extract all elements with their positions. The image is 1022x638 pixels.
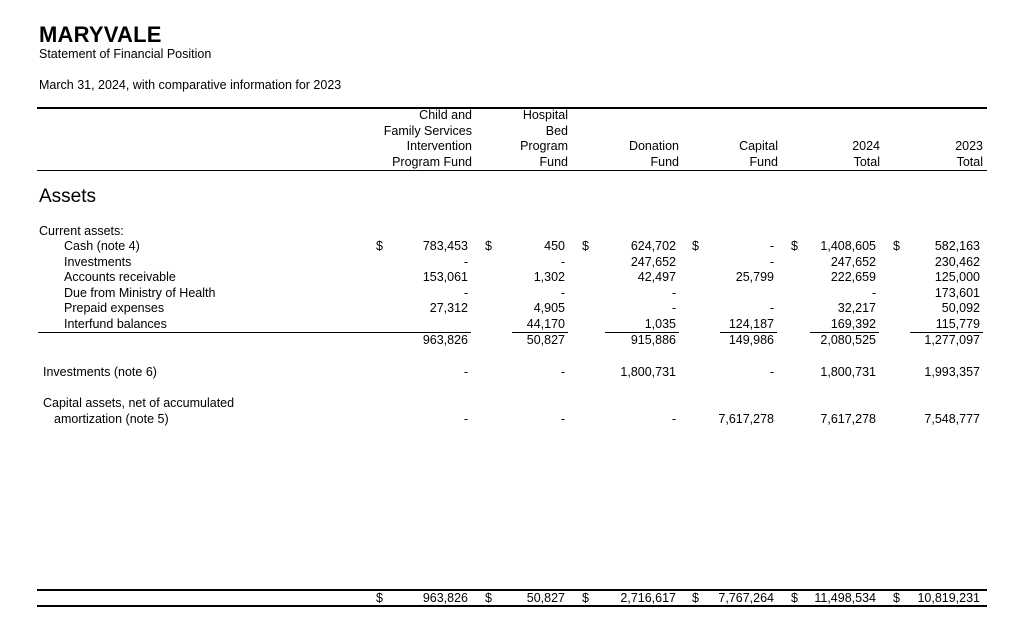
amount-cell: 4,905 — [533, 301, 565, 315]
amount-cell: 124,187 — [728, 317, 774, 331]
total-rule-top — [37, 589, 987, 591]
section-assets-heading: Assets — [39, 186, 97, 207]
amount-cell: 153,061 — [422, 270, 468, 284]
amount-cell: 450 — [544, 239, 565, 253]
amount-cell: 125,000 — [934, 270, 980, 284]
amount-cell: 44,170 — [526, 317, 565, 331]
amount-cell: 2,716,617 — [620, 591, 676, 605]
column-header-line: Fund — [750, 155, 779, 172]
amount-cell: 582,163 — [934, 239, 980, 253]
amount-cell: - — [769, 255, 774, 269]
amount-cell: - — [560, 286, 565, 300]
column-header — [790, 139, 880, 171]
currency-symbol: $ — [893, 239, 900, 253]
amount-cell: 222,659 — [830, 270, 876, 284]
current-assets-label: Current assets: — [39, 224, 124, 238]
amount-cell: 50,827 — [526, 591, 565, 605]
column-header — [893, 139, 983, 171]
column-header-line: 2023 — [955, 139, 983, 153]
amount-cell: 27,312 — [429, 301, 468, 315]
amount-cell: 1,993,357 — [924, 365, 980, 379]
amount-cell: 169,392 — [830, 317, 876, 331]
column-header-line: Fund — [540, 155, 569, 172]
amount-cell: 783,453 — [422, 239, 468, 253]
amount-cell: 7,617,278 — [820, 412, 876, 426]
amount-cell: 1,035 — [644, 317, 676, 331]
column-header-line: Capital — [739, 139, 778, 153]
amount-cell: 7,617,278 — [718, 412, 774, 426]
column-header-line: Total — [957, 155, 983, 172]
amount-cell: - — [871, 286, 876, 300]
row-label: Investments — [64, 255, 132, 269]
amount-cell: 915,886 — [630, 333, 676, 347]
amount-cell: 1,302 — [533, 270, 565, 284]
amount-cell: 963,826 — [422, 591, 468, 605]
column-header-line: 2024 — [852, 139, 880, 153]
amount-cell: 10,819,231 — [917, 591, 980, 605]
currency-symbol: $ — [893, 591, 900, 605]
column-header — [589, 139, 679, 171]
amount-cell: 1,408,605 — [820, 239, 876, 253]
column-header — [352, 108, 472, 171]
header-bottom-rule — [37, 170, 987, 171]
column-header — [688, 139, 778, 171]
column-header-line: Hospital — [522, 108, 568, 122]
amount-cell: - — [671, 286, 676, 300]
row-label: Interfund balances — [64, 317, 167, 331]
currency-symbol: $ — [791, 591, 798, 605]
amount-cell: 963,826 — [422, 333, 468, 347]
currency-symbol: $ — [582, 591, 589, 605]
column-header-line: Program — [520, 139, 568, 153]
amount-cell: - — [560, 365, 565, 379]
amount-cell: - — [769, 365, 774, 379]
amount-cell: - — [671, 301, 676, 315]
row-label: amortization (note 5) — [54, 412, 169, 426]
amount-cell: - — [463, 412, 468, 426]
amount-cell: 25,799 — [735, 270, 774, 284]
amount-cell: 32,217 — [837, 301, 876, 315]
column-header-line: Fund — [651, 155, 680, 172]
currency-symbol: $ — [692, 591, 699, 605]
column-header-line: Bed — [545, 123, 568, 138]
row-label: Investments (note 6) — [43, 365, 157, 379]
company-name: MARYVALE — [39, 22, 162, 47]
amount-cell: - — [671, 412, 676, 426]
amount-cell: 149,986 — [728, 333, 774, 347]
amount-cell: - — [463, 286, 468, 300]
amount-cell: 7,767,264 — [718, 591, 774, 605]
column-header-line: Total — [854, 155, 880, 172]
amount-cell: 2,080,525 — [820, 333, 876, 347]
row-label: Cash (note 4) — [64, 239, 140, 253]
currency-symbol: $ — [376, 239, 383, 253]
statement-date: March 31, 2024, with comparative information for 2023 — [39, 78, 342, 92]
amount-cell: 7,548,777 — [924, 412, 980, 426]
amount-cell: 230,462 — [934, 255, 980, 269]
column-header-line: Intervention — [406, 139, 472, 153]
amount-cell: - — [769, 301, 774, 315]
currency-symbol: $ — [485, 591, 492, 605]
total-rule-bottom — [37, 605, 987, 607]
amount-cell: - — [769, 239, 774, 253]
amount-cell: - — [463, 365, 468, 379]
amount-cell: 1,277,097 — [924, 333, 980, 347]
column-header-line: Donation — [628, 139, 679, 153]
column-header — [478, 108, 568, 171]
amount-cell: 50,827 — [526, 333, 565, 347]
amount-cell: 50,092 — [941, 301, 980, 315]
amount-cell: 11,498,534 — [814, 591, 876, 605]
amount-cell: 1,800,731 — [820, 365, 876, 379]
amount-cell: 42,497 — [637, 270, 676, 284]
amount-cell: - — [560, 412, 565, 426]
row-label: Capital assets, net of accumulated — [43, 396, 235, 410]
amount-cell: 115,779 — [935, 317, 980, 331]
currency-symbol: $ — [376, 591, 383, 605]
amount-cell: - — [463, 255, 468, 269]
amount-cell: - — [560, 255, 565, 269]
currency-symbol: $ — [582, 239, 589, 253]
amount-cell: 1,800,731 — [620, 365, 676, 379]
column-header-line: Family Services — [383, 123, 472, 138]
currency-symbol: $ — [692, 239, 699, 253]
amount-cell: 247,652 — [830, 255, 876, 269]
row-label: Due from Ministry of Health — [64, 286, 216, 300]
statement-title: Statement of Financial Position — [39, 47, 212, 61]
column-header-line: Program Fund — [392, 155, 472, 172]
column-header-line: Child and — [419, 108, 472, 122]
row-label: Prepaid expenses — [64, 301, 165, 315]
amount-cell: 247,652 — [630, 255, 676, 269]
row-label: Accounts receivable — [64, 270, 176, 284]
currency-symbol: $ — [791, 239, 798, 253]
amount-cell: 173,601 — [934, 286, 980, 300]
currency-symbol: $ — [485, 239, 492, 253]
amount-cell: 624,702 — [630, 239, 676, 253]
